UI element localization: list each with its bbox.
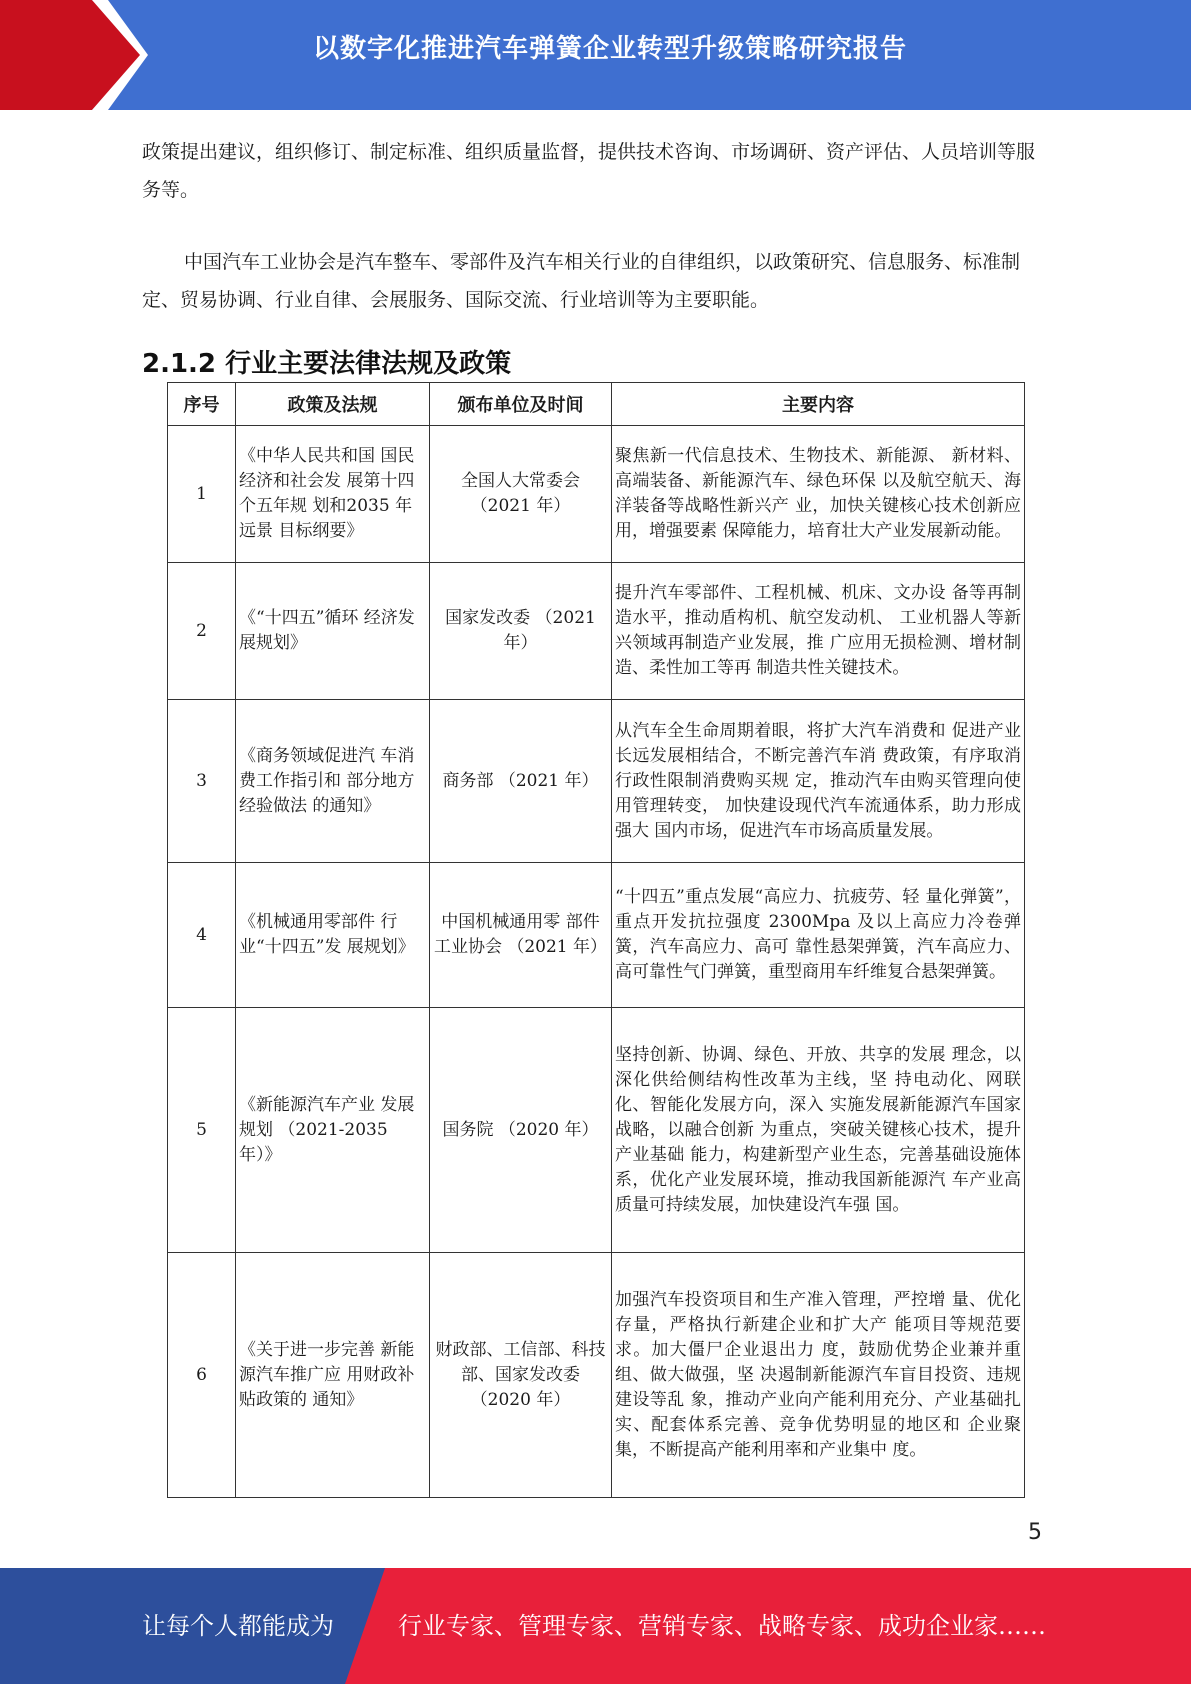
report-title: 以数字化推进汽车弹簧企业转型升级策略研究报告 [312,34,907,64]
policy-content: “十四五”重点发展“高应力、抗疲劳、轻 量化弹簧”，重点开发抗拉强度 2300Mpa 及以上高应力冷卷弹簧，汽车高应力、高可 靠性悬架弹簧，汽车高应力、高可靠性气门弹簧，重型商用车纤维复合悬架弹簧。 [612,863,1025,1008]
policy-name: 《机械通用零部件 行业“十四五”发 展规划》 [236,863,430,1008]
page-number: 5 [1028,1520,1042,1545]
table-header-row [168,383,1025,426]
issuer: 国务院 （2020 年） [430,1008,612,1253]
policy-name: 《商务领域促进汽 车消费工作指引和 部分地方经验做法 的通知》 [236,700,430,863]
policy-content: 聚焦新一代信息技术、生物技术、新能源、 新材料、高端装备、新能源汽车、绿色环保 以及航空航天、海洋装备等战略性新兴产 业，加快关键核心技术创新应用，增强要素 保障能力，培育壮大产业发展新动能。 [612,426,1025,563]
policy-content: 坚持创新、协调、绿色、开放、共享的发展 理念，以深化供给侧结构性改革为主线，坚 持电动化、网联化、智能化发展方向，深入 实施发展新能源汽车国家战略，以融合创新 为重点，突破关键核心技术，提升产业基础 能力，构建新型产业生态，完善基础设施体 系，优化产业发展环境，推动我国新能源汽 车产业高质量可持续发展，加快建设汽车强 国。 [612,1008,1025,1253]
table-row [168,1253,1025,1498]
row-number: 5 [168,1008,236,1253]
column-header-content: 主要内容 [612,383,1025,426]
policy-content: 加强汽车投资项目和生产准入管理，严控增 量、优化存量，严格执行新建企业和扩大产 能项目等规范要求。加大僵尸企业退出力 度，鼓励优势企业兼并重组、做大做强，坚 决遏制新能源汽车盲目投资、违规建设等乱 象，推动产业向产能利用充分、产业基础扎 实、配套体系完善、竞争优势明显的地区和 企业聚集，不断提高产能利用率和产业集中 度。 [612,1253,1025,1498]
footer-slogan-left: 让每个人都能成为 [142,1612,334,1640]
row-number: 2 [168,563,236,700]
page-footer [0,1568,1191,1684]
issuer: 国家发改委 （2021 年） [430,563,612,700]
policy-name: 《中华人民共和国 国民经济和社会发 展第十四个五年规 划和2035 年远景 目标纲要》 [236,426,430,563]
policy-content: 提升汽车零部件、工程机械、机床、文办设 备等再制造水平，推动盾构机、航空发动机、 工业机器人等新兴领域再制造产业发展，推 广应用无损检测、增材制造、柔性加工等再 制造共性关键技术。 [612,563,1025,700]
issuer: 中国机械通用零 部件工业协会 （2021 年） [430,863,612,1008]
table-row [168,700,1025,863]
policy-name: 《“十四五”循环 经济发展规划》 [236,563,430,700]
body-paragraph: 中国汽车工业协会是汽车整车、零部件及汽车相关行业的自律组织，以政策研究、信息服务、标准制定、贸易协调、行业自律、会展服务、国际交流、行业培训等为主要职能。 [142,251,1021,311]
issuer: 全国人大常委会 （2021 年） [430,426,612,563]
footer-slogan-right: 行业专家、管理专家、营销专家、战略专家、成功企业家…… [398,1612,1046,1640]
body-paragraph: 政策提出建议，组织修订、制定标准、组织质量监督，提供技术咨询、市场调研、资产评估、人员培训等服务等。 [142,141,1036,201]
column-header-issuer: 颁布单位及时间 [430,383,612,426]
row-number: 6 [168,1253,236,1498]
row-number: 3 [168,700,236,863]
policy-name: 《关于进一步完善 新能源汽车推广应 用财政补贴政策的 通知》 [236,1253,430,1498]
policy-table [167,382,1025,1498]
page-header [0,0,1191,110]
table-row [168,1008,1025,1253]
policy-content: 从汽车全生命周期着眼，将扩大汽车消费和 促进产业长远发展相结合，不断完善汽车消 费政策，有序取消行政性限制消费购买规 定，推动汽车由购买管理向使用管理转变， 加快建设现代汽车流通体系，助力形成强大 国内市场，促进汽车市场高质量发展。 [612,700,1025,863]
row-number: 4 [168,863,236,1008]
table-row [168,863,1025,1008]
policy-name: 《新能源汽车产业 发展规划 （2021-2035 年）》 [236,1008,430,1253]
issuer: 财政部、工信部、科技部、国家发改委 （2020 年） [430,1253,612,1498]
section-heading: 2.1.2 行业主要法律法规及政策 [142,349,512,379]
column-header-policy: 政策及法规 [236,383,430,426]
column-header-no: 序号 [168,383,236,426]
table-row [168,563,1025,700]
row-number: 1 [168,426,236,563]
table-row [168,426,1025,563]
issuer: 商务部 （2021 年） [430,700,612,863]
